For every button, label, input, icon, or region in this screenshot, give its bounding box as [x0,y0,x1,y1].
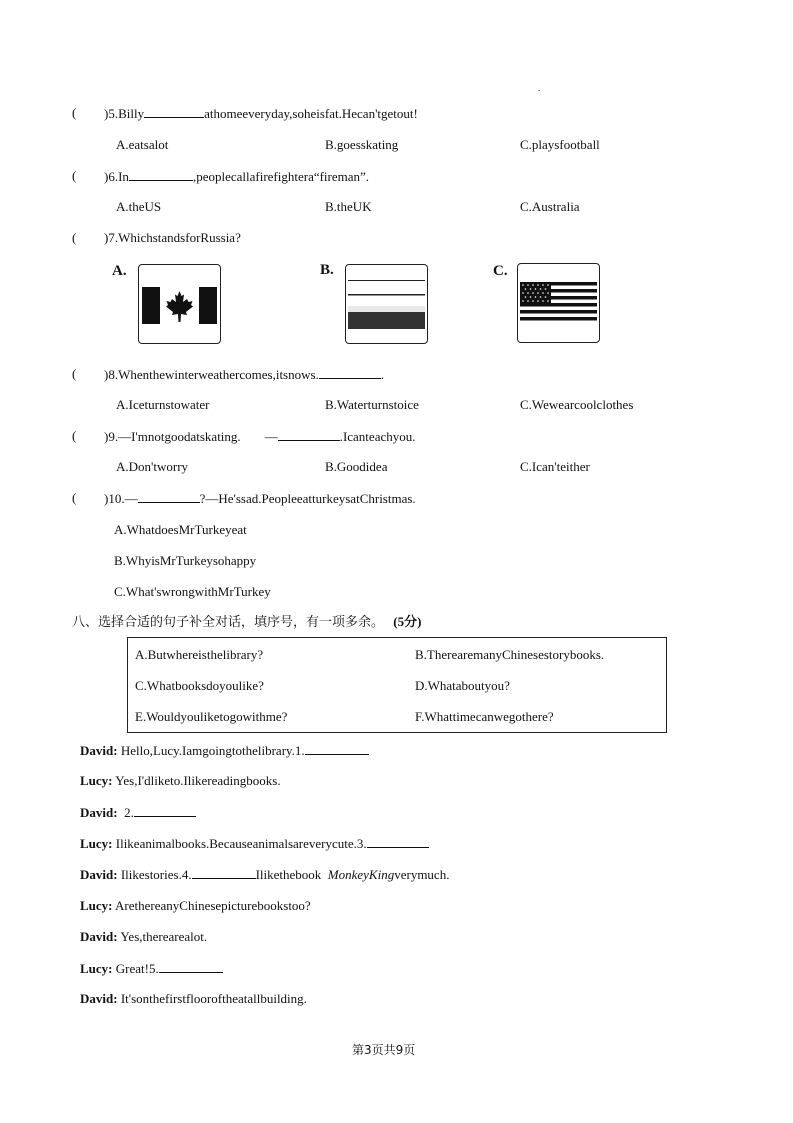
q9-num: )9. [104,429,119,444]
q6-blank[interactable] [129,168,193,181]
q6-num: )6. [104,169,119,184]
q10-option-c: C.What'swrongwithMrTurkey [114,584,271,599]
section-8-score: (5分) [393,614,422,629]
speaker: Lucy: [80,773,113,788]
q9-post: .Icanteachyou. [339,429,416,444]
option-b: B.TherearemanyChinesestorybooks. [415,647,605,662]
q7-option-c-label: C. [493,263,508,279]
q7-option-a-label: A. [112,263,127,279]
q5-pre: Billy [118,106,145,121]
q8-option-c: C.Wewearcoolclothes [520,397,634,412]
line-text: It'sonthefirstflooroftheatallbuilding. [120,991,307,1006]
dialogue-line [80,960,223,977]
option-c: C.Whatbooksdoyoulike? [135,678,264,693]
question-7 [104,230,241,246]
q5-option-b: B.goesskating [325,137,399,152]
speaker: Lucy: [80,961,113,976]
q5-post: athomeeveryday,soheisfat.Hecan'tgetout! [204,106,418,121]
answer-blank-4[interactable] [192,866,256,879]
q9-dash: — [264,429,278,444]
q9-option-a: A.Don'tworry [116,459,189,474]
question-10 [104,490,416,507]
speaker: David: [80,991,118,1006]
question-8 [104,366,384,383]
q7-text: WhichstandsforRussia? [118,230,241,245]
speaker: Lucy: [80,898,113,913]
speaker: Lucy: [80,836,113,851]
q10-pre: — [124,491,138,506]
page-mark: . [538,83,541,93]
q7-num: )7. [104,230,119,245]
q10-option-a: A.WhatdoesMrTurkeyeat [114,522,247,537]
q9-option-c: C.Ican'teither [520,459,590,474]
question-9 [104,428,415,445]
answer-blank-5[interactable] [159,960,223,973]
question-5 [104,105,418,122]
q10-blank[interactable] [138,490,200,503]
dialogue-line [80,804,196,821]
q8-option-a: A.Iceturnstowater [116,397,210,412]
q6-option-a: A.theUS [116,199,162,214]
line-text: Yes,I'dliketo.Ilikereadingbooks. [115,773,281,788]
dialogue-line [80,991,307,1007]
line-text: Great!5. [115,961,159,976]
speaker: David: [80,867,118,882]
line-text: Yes,therearealot. [120,929,208,944]
q8-option-b: B.Waterturnstoice [325,397,419,412]
dialogue-line [80,835,429,852]
q7-option-b-label: B. [320,262,334,278]
dialogue-line [80,898,311,914]
book-title: MonkeyKing [327,867,395,882]
question-6 [104,168,369,185]
option-f: F.Whattimecanwegothere? [415,709,554,724]
option-e: E.Wouldyouliketogowithme? [135,709,288,724]
q6-option-c: C.Australia [520,199,580,214]
q5-option-c: C.playsfootball [520,137,600,152]
page-number: 第3页共9页 [352,1043,416,1057]
line-text: Hello,Lucy.Iamgoingtothelibrary.1. [120,743,305,758]
q6-post: ,peoplecallafirefightera“fireman”. [192,169,370,184]
q10-option-b: B.WhyisMrTurkeysohappy [114,553,257,568]
answer-blank-2[interactable] [134,804,196,817]
q5-option-a: A.eatsalot [116,137,169,152]
line-text: 2. [124,805,134,820]
q10-num: )10. [104,491,125,506]
q9-pre: —I'mnotgoodatskating. [118,429,241,444]
option-d: D.Whataboutyou? [415,678,510,693]
dialogue-line [80,742,369,759]
line-text: Ilikestories.4. [120,867,192,882]
russia-flag-icon[interactable] [345,264,428,344]
line-text-end: verymuch. [394,867,450,882]
answer-blank-3[interactable] [367,835,429,848]
speaker: David: [80,805,118,820]
q5-blank[interactable] [144,105,204,118]
dialogue-line [80,773,281,789]
dialogue-line [80,929,207,945]
q8-post: . [380,367,385,382]
option-a: A.Butwhereisthelibrary? [135,647,264,662]
q9-option-b: B.Goodidea [325,459,388,474]
line-text-after: Ilikethebook [255,867,322,882]
q8-num: )8. [104,367,119,382]
q6-option-b: B.theUK [325,199,372,214]
answer-blank-1[interactable] [305,742,369,755]
section-8-title: 八、选择合适的句子补全对话，填序号，有一项多余。 [72,615,385,630]
dialogue-line [80,866,449,883]
q5-num: )5. [104,106,119,121]
canada-flag-icon[interactable] [138,264,221,344]
q6-pre: In [118,169,129,184]
q10-post: ?—He'ssad.PeopleeatturkeysatChristmas. [199,491,416,506]
q8-blank[interactable] [319,366,381,379]
q9-blank[interactable] [278,428,340,441]
q8-pre: Whenthewinterweathercomes,itsnows. [118,367,319,382]
line-text: Ilikeanimalbooks.Becauseanimalsareverycute.3. [115,836,367,851]
speaker: David: [80,743,118,758]
section-8-heading [72,614,421,631]
line-text: ArethereanyChinesepicturebookstoo? [115,898,311,913]
usa-flag-icon[interactable] [517,263,600,343]
speaker: David: [80,929,118,944]
